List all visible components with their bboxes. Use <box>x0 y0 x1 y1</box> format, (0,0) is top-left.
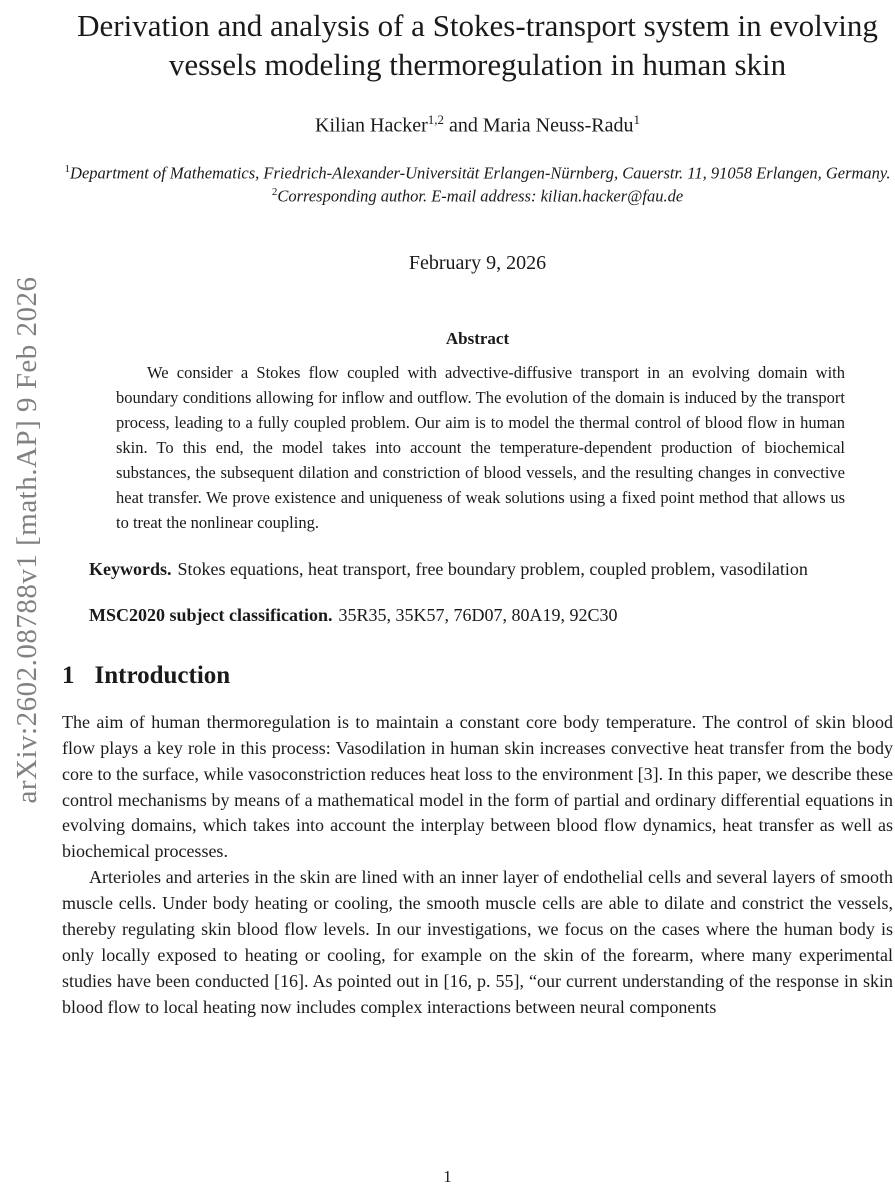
author-line <box>62 112 893 138</box>
msc-label: MSC2020 subject classification. <box>89 604 333 625</box>
affiliation-1 <box>62 162 893 185</box>
msc-paragraph <box>62 602 893 628</box>
page-number: 1 <box>443 1167 452 1186</box>
abstract-text: We consider a Stokes flow coupled with advective-diffusive transport in an evolving domain with boundary conditions allowing for inflow and outflow. The evolution of the domain is induced by the transport process, leading to a fully coupled problem. Our aim is to model the thermal control of blood flow in human skin. To this end, the model takes into account the temperature-dependent production of biochemical substances, the subsequent dilation and constriction of blood vessels, and the resulting changes in convective heat transfer. We prove existence and uniqueness of weak solutions using a fixed point method that allows us to treat the nonlinear coupling. <box>116 363 845 532</box>
section-title: Introduction <box>94 661 231 689</box>
author-2-superscript: 1 <box>633 112 640 128</box>
paper-date: February 9, 2026 <box>408 252 547 275</box>
affiliation-1-text: Department of Mathematics, Friedrich-Alexander-Universität Erlangen-Nürnberg, Cauerstr. 11, 91058 Erlangen, Germany. <box>70 163 891 183</box>
affiliation-2-text: Corresponding author. E-mail address: kilian.hacker@fau.de <box>277 186 684 206</box>
paper-content <box>62 0 893 1021</box>
affiliation-1-marker: 1 <box>64 162 71 175</box>
keywords-label: Keywords. <box>89 558 172 579</box>
author-name-1: Kilian Hacker <box>315 114 428 137</box>
arxiv-watermark: arXiv:2602.08788v1 [math.AP] 9 Feb 2026 <box>11 276 43 804</box>
intro-paragraph-1: The aim of human thermoregulation is to maintain a constant core body temperature. The control of skin blood flow plays a key role in this process: Vasodilation in human skin increases convective heat transfer from the body core to the surface, while vasoconstriction reduces heat loss to the environment [3]. In this paper, we describe these control mechanisms by means of a mathematical model in the form of partial and ordinary differential equations in evolving domains, which takes into account the interplay between blood flow dynamics, heat transfer as well as biochemical processes. <box>62 711 893 862</box>
intro-paragraph-2: Arterioles and arteries in the skin are lined with an inner layer of endothelial cells and several layers of smooth muscle cells. Under body heating or cooling, the smooth muscle cells are able to dilate and constrict the vessels, thereby regulating skin blood flow levels. In our investigations, we focus on the cases where the human body is only locally exposed to heating or cooling, for example on the skin of the forearm, where many experimental studies have been conducted [16]. As pointed out in [16, p. 55], “our current understanding of the response in skin blood flow to local heating now includes complex interactions between neural components <box>62 867 893 1017</box>
section-heading-introduction <box>62 662 893 690</box>
abstract-heading: Abstract <box>445 329 510 349</box>
affiliation-2-marker: 2 <box>271 186 278 199</box>
affiliations-block <box>62 162 893 209</box>
section-number: 1 <box>62 661 75 689</box>
paper-title: Derivation and analysis of a Stokes-transport system in evolving vessels modeling thermoregulation in human skin <box>77 8 878 83</box>
affiliation-2 <box>62 185 893 208</box>
keywords-text: Stokes equations, heat transport, free boundary problem, coupled problem, vasodilation <box>177 558 808 579</box>
author-connector: and <box>449 114 478 137</box>
msc-text: 35R35, 35K57, 76D07, 80A19, 92C30 <box>338 604 618 625</box>
author-1-superscript: 1,2 <box>427 112 445 128</box>
author-name-2: Maria Neuss-Radu <box>482 114 634 137</box>
keywords-paragraph <box>62 556 893 582</box>
